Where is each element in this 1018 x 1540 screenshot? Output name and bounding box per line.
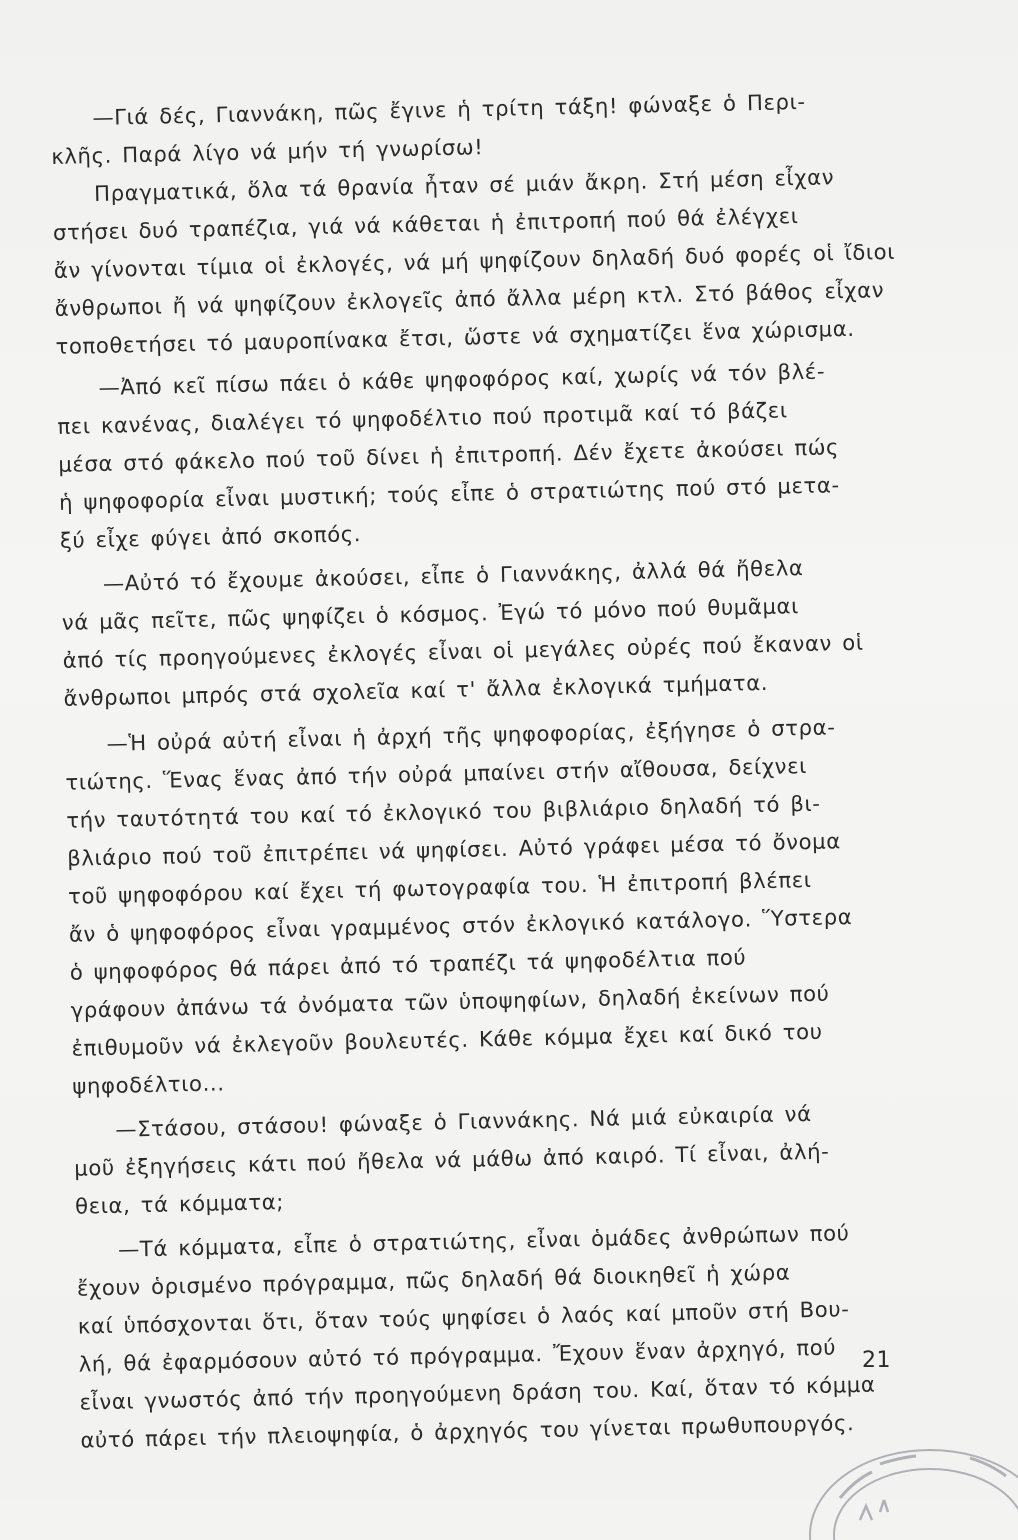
text-line: γράφουν ἀπάνω τά ὀνόματα τῶν ὑποψηφίων, δηλαδή ἐκείνων πού bbox=[70, 980, 830, 1023]
text-line: ξύ εἶχε φύγει ἀπό σκοπός. bbox=[59, 521, 362, 553]
text-line: Πραγματικά, ὅλα τά θρανία ἦταν σέ μιάν ἄκρη. Στή μέση εἶχαν bbox=[93, 164, 835, 207]
text-line: ὁ ψηφοφόρος θά πάρει ἀπό τό τραπέζι τά ψηφοδέλτια πού bbox=[69, 944, 747, 985]
library-stamp-icon bbox=[720, 1420, 1018, 1540]
text-line: ψηφοδέλτιο... bbox=[72, 1070, 225, 1099]
text-line: ἐπιθυμοῦν νά ἐκλεγοῦν βουλευτές. Κάθε κόμμα ἔχει καί δικό του bbox=[71, 1018, 823, 1061]
text-line: βλιάριο πού τοῦ ἐπιτρέπει νά ψηφίσει. Αὐτό γράφει μέσα τό ὄνομα bbox=[66, 828, 842, 871]
page-number: 21 bbox=[862, 1348, 891, 1373]
text-line: ἀπό τίς προηγούμενες ἐκλογές εἶναι οἱ μεγάλες οὐρές πού ἔκαναν οἱ bbox=[62, 629, 864, 673]
text-line: —Γιά δές, Γιαννάκη, πῶς ἔγινε ἡ τρίτη τάξη! φώναξε ὁ Περι- bbox=[92, 88, 806, 131]
text-line: ἄν γίνονται τίμια οἱ ἐκλογές, νά μή ψηφίζουν δηλαδή δυό φορές οἱ ἴδιοι bbox=[53, 238, 896, 283]
text-line: —Τά κόμματα, εἶπε ὁ στρατιώτης, εἶναι ὁμάδες ἀνθρώπων πού bbox=[117, 1220, 850, 1262]
text-line: αὐτό πάρει τήν πλειοψηφία, ὁ ἀρχηγός του γίνεται πρωθυπουργός. bbox=[80, 1410, 855, 1453]
text-line: μέσα στό φάκελο πού τοῦ δίνει ἡ ἐπιτροπή. Δέν ἔχετε ἀκούσει πώς bbox=[57, 434, 840, 477]
text-line: μοῦ ἐξηγήσεις κάτι πού ἤθελα νά μάθω ἀπό καιρό. Τί εἶναι, ἀλή- bbox=[73, 1138, 830, 1181]
text-line: —Ἀπό κεῖ πίσω πάει ὁ κάθε ψηφοφόρος καί, χωρίς νά τόν βλέ- bbox=[98, 358, 826, 400]
text-line: —Αὐτό τό ἔχουμε ἀκούσει, εἶπε ὁ Γιαννάκης, ἀλλά θά ἤθελα bbox=[102, 555, 804, 596]
text-line: —Στάσου, στάσου! φώναξε ὁ Γιαννάκης. Νά μιά εὐκαιρία νά bbox=[115, 1100, 812, 1142]
text-line: —Ἡ οὐρά αὐτή εἶναι ἡ ἀρχή τῆς ψηφοφορίας, ἐξήγησε ὁ στρα- bbox=[106, 714, 836, 756]
text-line: θεια, τά κόμματα; bbox=[74, 1188, 285, 1219]
text-line: ἡ ψηφοφορία εἶναι μυστική; τούς εἶπε ὁ στρατιώτης πού στό μετα- bbox=[58, 472, 840, 515]
text-line: ἄνθρωποι ἤ νά ψηφίζουν ἐκλογεῖς ἀπό ἄλλα μέρη κτλ. Στό βάθος εἶχαν bbox=[54, 277, 885, 321]
text-line: τήν ταυτότητά του καί τό ἐκλογικό του βιβλιάριο δηλαδή τό βι- bbox=[66, 790, 821, 833]
text-line: ἔχουν ὁρισμένο πρόγραμμα, πῶς δηλαδή θά διοικηθεῖ ἡ χώρα bbox=[76, 1259, 791, 1301]
text-line: τοποθετήσει τό μαυροπίνακα ἔτσι, ὥστε νά σχηματίζει ἕνα χώρισμα. bbox=[55, 315, 855, 359]
text-line: νά μᾶς πεῖτε, πῶς ψηφίζει ὁ κόσμος. Ἐγώ τό μόνο πού θυμᾶμαι bbox=[61, 593, 800, 635]
text-line: ἄν ὁ ψηφοφόρος εἶναι γραμμένος στόν ἐκλογικό κατάλογο. Ὕστερα bbox=[68, 904, 853, 947]
text-line: τοῦ ψηφοφόρου καί ἔχει τή φωτογραφία του. Ἡ ἐπιτροπή βλέπει bbox=[67, 866, 812, 909]
text-line: τιώτης. Ἕνας ἕνας ἀπό τήν οὐρά μπαίνει στήν αἴθουσα, δείχνει bbox=[65, 753, 808, 795]
text-line: κλῆς. Παρά λίγο νά μήν τή γνωρίσω! bbox=[50, 134, 484, 169]
text-line: εἶναι γνωστός ἀπό τήν προηγούμενη δράση του. Καί, ὅταν τό κόμμα bbox=[79, 1371, 876, 1415]
text-line: καί ὑπόσχονται ὅτι, ὅταν τούς ψηφίσει ὁ λαός καί μποῦν στή Βου- bbox=[77, 1296, 850, 1339]
text-line: στήσει δυό τραπέζια, γιά νά κάθεται ἡ ἐπιτροπή πού θά ἐλέγχει bbox=[52, 203, 799, 245]
text-line: ἄνθρωποι μπρός στά σχολεῖα καί τ' ἄλλα ἐκλογικά τμήματα. bbox=[63, 669, 769, 711]
text-line: πει κανένας, διαλέγει τό ψηφοδέλτιο πού προτιμᾶ καί τό βάζει bbox=[57, 397, 788, 439]
text-line: λή, θά ἐφαρμόσουν αὐτό τό πρόγραμμα. Ἔχουν ἕναν ἀρχηγό, πού bbox=[78, 1334, 837, 1377]
